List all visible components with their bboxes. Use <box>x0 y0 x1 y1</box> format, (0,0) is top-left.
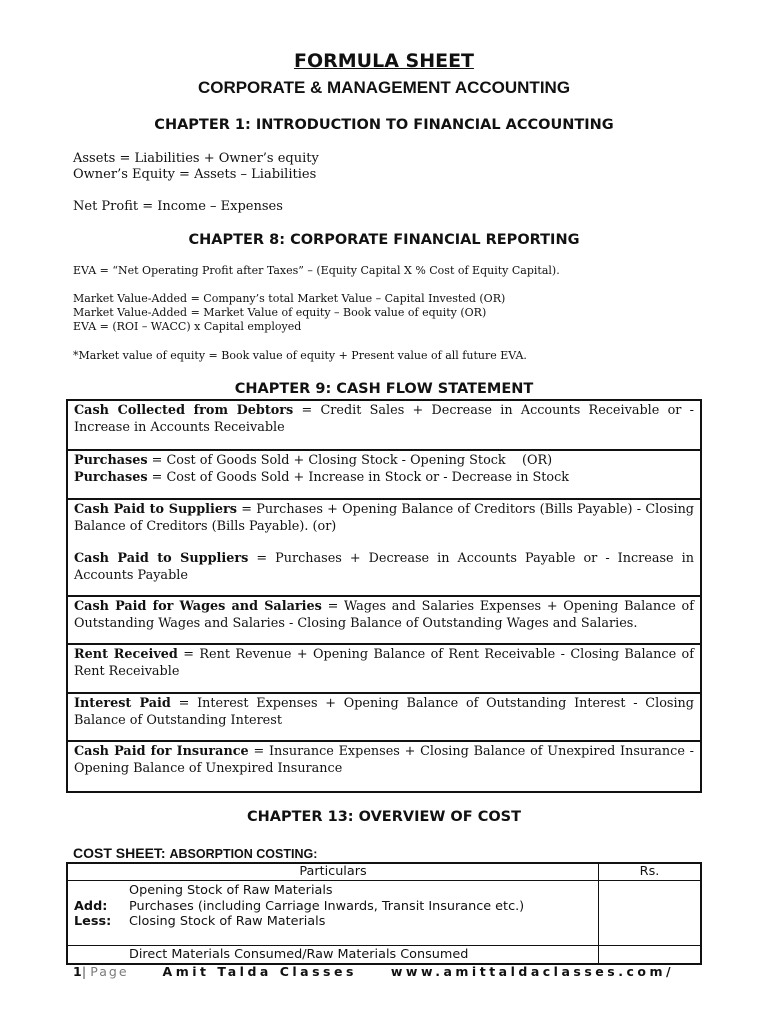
formula-term: Cash Paid to Suppliers <box>74 502 237 517</box>
formula-paragraph <box>74 502 694 535</box>
formula-term: Cash Paid for Insurance <box>74 744 249 759</box>
formula-term: Cash Collected from Debtors <box>74 403 294 418</box>
formula-line: Market Value-Added = Market Value of equity – Book value of equity (OR) <box>73 306 487 319</box>
table-row <box>68 451 700 500</box>
formula-line: EVA = (ROI – WACC) x Capital employed <box>73 320 302 333</box>
formula-paragraph <box>74 470 694 487</box>
amount-cell <box>599 881 702 946</box>
formula-paragraph <box>74 403 694 436</box>
row-prefix: Add: <box>74 898 108 914</box>
table-row <box>67 881 701 946</box>
list-item <box>74 883 592 899</box>
cash-flow-table <box>66 399 702 793</box>
formula-text: = Wages and Salaries Expenses + Opening Balance of Outstanding Wages and Salaries - Closing Balance of Outstanding Wages and Salaries. <box>74 599 694 631</box>
table-row <box>68 500 700 597</box>
formula-line: Owner’s Equity = Assets – Liabilities <box>73 167 317 182</box>
row-text: Purchases (including Carriage Inwards, Transit Insurance etc.) <box>129 898 525 914</box>
cost-sheet-title <box>73 845 317 861</box>
formula-text: = Insurance Expenses + Closing Balance of Unexpired Insurance - Opening Balance of Unexpired Insurance <box>74 744 694 776</box>
formula-paragraph <box>74 647 694 680</box>
formula-text: = Purchases + Opening Balance of Creditors (Bills Payable) - Closing Balance of Creditors (Bills Payable). (or) <box>74 502 694 534</box>
table-row <box>68 742 700 791</box>
table-row <box>68 401 700 451</box>
website-link[interactable]: www.amittaldaclasses.com/ <box>390 964 675 979</box>
formula-paragraph <box>74 599 694 632</box>
row-text: Closing Stock of Raw Materials <box>129 914 326 929</box>
formula-text: = Cost of Goods Sold + Increase in Stock or - Decrease in Stock <box>147 469 570 485</box>
column-header-rs: Rs. <box>599 863 702 881</box>
formula-paragraph <box>74 744 694 777</box>
particulars-cell <box>67 881 599 946</box>
table-row <box>68 645 700 694</box>
cost-sheet-table <box>66 862 702 965</box>
row-prefix: Less: <box>74 914 112 929</box>
page-label: Page <box>90 964 129 979</box>
formula-line: *Market value of equity = Book value of equity + Present value of all future EVA. <box>73 349 527 362</box>
table-row <box>68 597 700 645</box>
formula-text: = Interest Expenses + Opening Balance of Outstanding Interest - Closing Balance of Outstanding Interest <box>74 696 694 728</box>
subtotal-cell: Direct Materials Consumed/Raw Materials Consumed <box>67 946 599 965</box>
formula-paragraph <box>74 453 694 470</box>
formula-text: = Rent Revenue + Opening Balance of Rent Receivable - Closing Balance of Rent Receivable <box>74 647 694 679</box>
formula-paragraph <box>74 696 694 729</box>
column-header-particulars: Particulars <box>67 863 599 881</box>
page-number: 1 <box>73 964 82 979</box>
formula-term: Purchases <box>74 453 148 468</box>
formula-term: Purchases <box>74 469 148 485</box>
table-header-row <box>67 863 701 881</box>
formula-term: Interest Paid <box>74 696 171 711</box>
page-footer <box>73 964 703 979</box>
document-title: FORMULA SHEET <box>293 50 475 72</box>
formula-line: Assets = Liabilities + Owner’s equity <box>73 151 319 166</box>
formula-paragraph <box>74 551 694 584</box>
formula-text: = Credit Sales + Decrease in Accounts Receivable or - Increase in Accounts Receivable <box>74 403 694 435</box>
cost-sheet-subtitle: ABSORPTION COSTING: <box>169 847 318 861</box>
formula-line: Market Value-Added = Company’s total Market Value – Capital Invested (OR) <box>73 292 506 305</box>
footer-separator: | <box>81 964 87 979</box>
brand-name: Amit Talda Classes <box>162 964 357 979</box>
chapter-13-heading: CHAPTER 13: OVERVIEW OF COST <box>246 809 522 825</box>
amount-cell <box>599 946 702 965</box>
chapter-1-heading: CHAPTER 1: INTRODUCTION TO FINANCIAL ACCOUNTING <box>154 117 614 133</box>
row-text: Opening Stock of Raw Materials <box>129 883 333 898</box>
formula-text: = Purchases + Decrease in Accounts Payable or - Increase in Accounts Payable <box>74 551 694 583</box>
row-prefix <box>74 883 129 899</box>
formula-term: Cash Paid for Wages and Salaries <box>74 599 322 614</box>
formula-text: = Cost of Goods Sold + Closing Stock - Opening Stock (OR) <box>147 453 553 468</box>
table-row <box>67 946 701 965</box>
document-subtitle: CORPORATE & MANAGEMENT ACCOUNTING <box>197 78 571 97</box>
chapter-8-heading: CHAPTER 8: CORPORATE FINANCIAL REPORTING <box>188 232 580 248</box>
list-item <box>74 899 592 915</box>
table-row <box>68 694 700 742</box>
formula-line: EVA = “Net Operating Profit after Taxes” – (Equity Capital X % Cost of Equity Capital). <box>73 264 560 277</box>
formula-line: Net Profit = Income – Expenses <box>73 199 283 214</box>
formula-term: Rent Received <box>74 647 178 662</box>
cost-sheet-label: COST SHEET: <box>73 845 166 861</box>
formula-term: Cash Paid to Suppliers <box>74 551 249 566</box>
list-item <box>74 914 592 930</box>
chapter-9-heading: CHAPTER 9: CASH FLOW STATEMENT <box>234 381 534 397</box>
